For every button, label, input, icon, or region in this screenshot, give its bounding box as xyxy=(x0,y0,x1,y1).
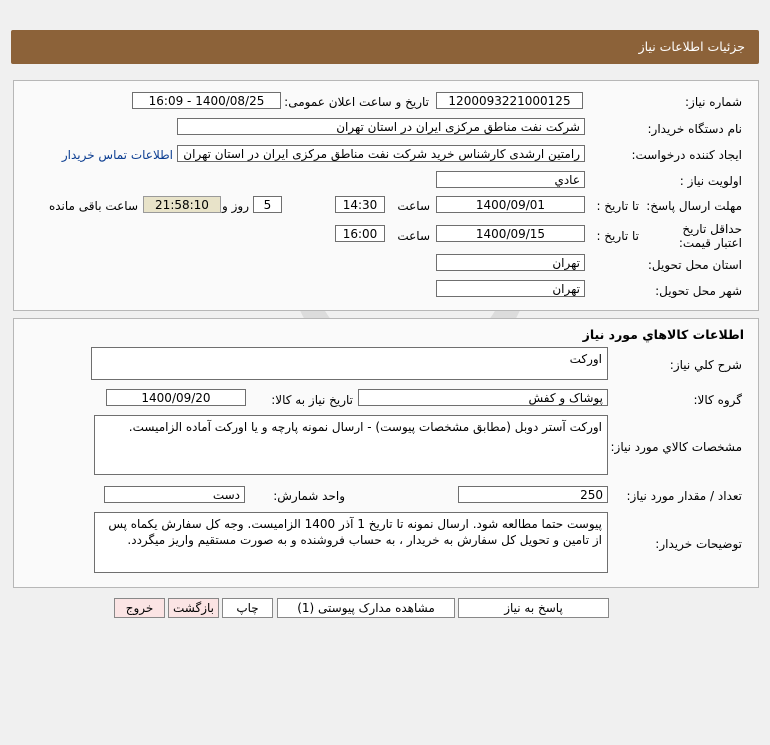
validity-time-field: 16:00 xyxy=(335,225,385,242)
need-number-field: 1200093221000125 xyxy=(436,92,583,109)
priority-label: اولویت نیاز : xyxy=(679,174,742,188)
info-panel xyxy=(13,80,759,311)
deadline-date-field: 1400/09/01 xyxy=(436,196,585,213)
buyer-contact-link[interactable]: اطلاعات تماس خریدار xyxy=(61,148,173,162)
general-desc-label: شرح کلي نياز: xyxy=(669,358,742,372)
general-desc-field: اورکت xyxy=(91,347,608,380)
view-attachments-button[interactable]: مشاهده مدارک پیوستی (1) xyxy=(277,598,455,618)
city-label: شهر محل تحویل: xyxy=(655,284,742,298)
validity-date-field: 1400/09/15 xyxy=(436,225,585,242)
requester-label: ایجاد کننده درخواست: xyxy=(631,148,742,162)
specs-label: مشخصات کالاي مورد نياز: xyxy=(610,440,742,454)
validity-label: حداقل تاریخ اعتبار قیمت: xyxy=(678,222,742,250)
print-button[interactable]: چاپ xyxy=(222,598,273,618)
validity-time-label: ساعت xyxy=(397,229,430,243)
specs-field: اورکت آستر دوبل (مطابق مشخصات پیوست) - ارسال نمونه پارچه و یا اورکت آماده الزامیست. xyxy=(94,415,608,475)
page-header xyxy=(11,30,759,64)
need-date-field: 1400/09/20 xyxy=(106,389,246,406)
unit-field: دست xyxy=(104,486,245,503)
priority-field: عادي xyxy=(436,171,585,188)
deadline-to-date-label: تا تاریخ : xyxy=(596,199,639,213)
buyer-notes-label: توضیحات خریدار: xyxy=(655,537,742,551)
requester-field: رامتین ارشدی کارشناس خرید شرکت نفت مناطق مرکزی ایران در استان تهران xyxy=(177,145,585,162)
page-title: جزئیات اطلاعات نیاز xyxy=(638,39,745,54)
province-field: تهران xyxy=(436,254,585,271)
buyer-org-field: شرکت نفت مناطق مرکزی ایران در استان تهران xyxy=(177,118,585,135)
need-number-label: شماره نیاز: xyxy=(685,95,742,109)
goods-group-field: پوشاک و کفش xyxy=(358,389,608,406)
validity-to-date-label: تا تاریخ : xyxy=(596,229,639,243)
city-field: تهران xyxy=(436,280,585,297)
exit-button[interactable]: خروج xyxy=(114,598,165,618)
days-remaining-field: 5 xyxy=(253,196,282,213)
days-label: روز و xyxy=(222,199,249,213)
unit-label: واحد شمارش: xyxy=(273,489,345,503)
deadline-label: مهلت ارسال پاسخ: xyxy=(646,199,742,213)
deadline-time-field: 14:30 xyxy=(335,196,385,213)
province-label: استان محل تحویل: xyxy=(647,258,742,272)
buyer-org-label: نام دستگاه خریدار: xyxy=(647,122,742,136)
remaining-label: ساعت باقی مانده xyxy=(48,199,138,213)
quantity-label: تعداد / مقدار مورد نیاز: xyxy=(626,489,742,503)
need-date-label: تاریخ نیاز به کالا: xyxy=(271,393,353,407)
goods-group-label: گروه کالا: xyxy=(693,393,742,407)
remaining-time-field: 21:58:10 xyxy=(143,196,221,213)
quantity-field: 250 xyxy=(458,486,608,503)
back-button[interactable]: بازگشت xyxy=(168,598,219,618)
goods-section-title: اطلاعات کالاهاي مورد نياز xyxy=(582,327,744,342)
announce-label: تاریخ و ساعت اعلان عمومی: xyxy=(284,95,429,109)
reply-button[interactable]: پاسخ به نیاز xyxy=(458,598,609,618)
announce-field: 1400/08/25 - 16:09 xyxy=(132,92,281,109)
buyer-notes-field: پیوست حتما مطالعه شود. ارسال نمونه تا تاریخ 1 آذر 1400 الزامیست. وجه کل سفارش یکماه پس از تامین و تحویل کل سفارش به خریدار ، به حساب فروشنده و به صورت مستقیم واریز میگردد. xyxy=(94,512,608,573)
deadline-time-label: ساعت xyxy=(397,199,430,213)
